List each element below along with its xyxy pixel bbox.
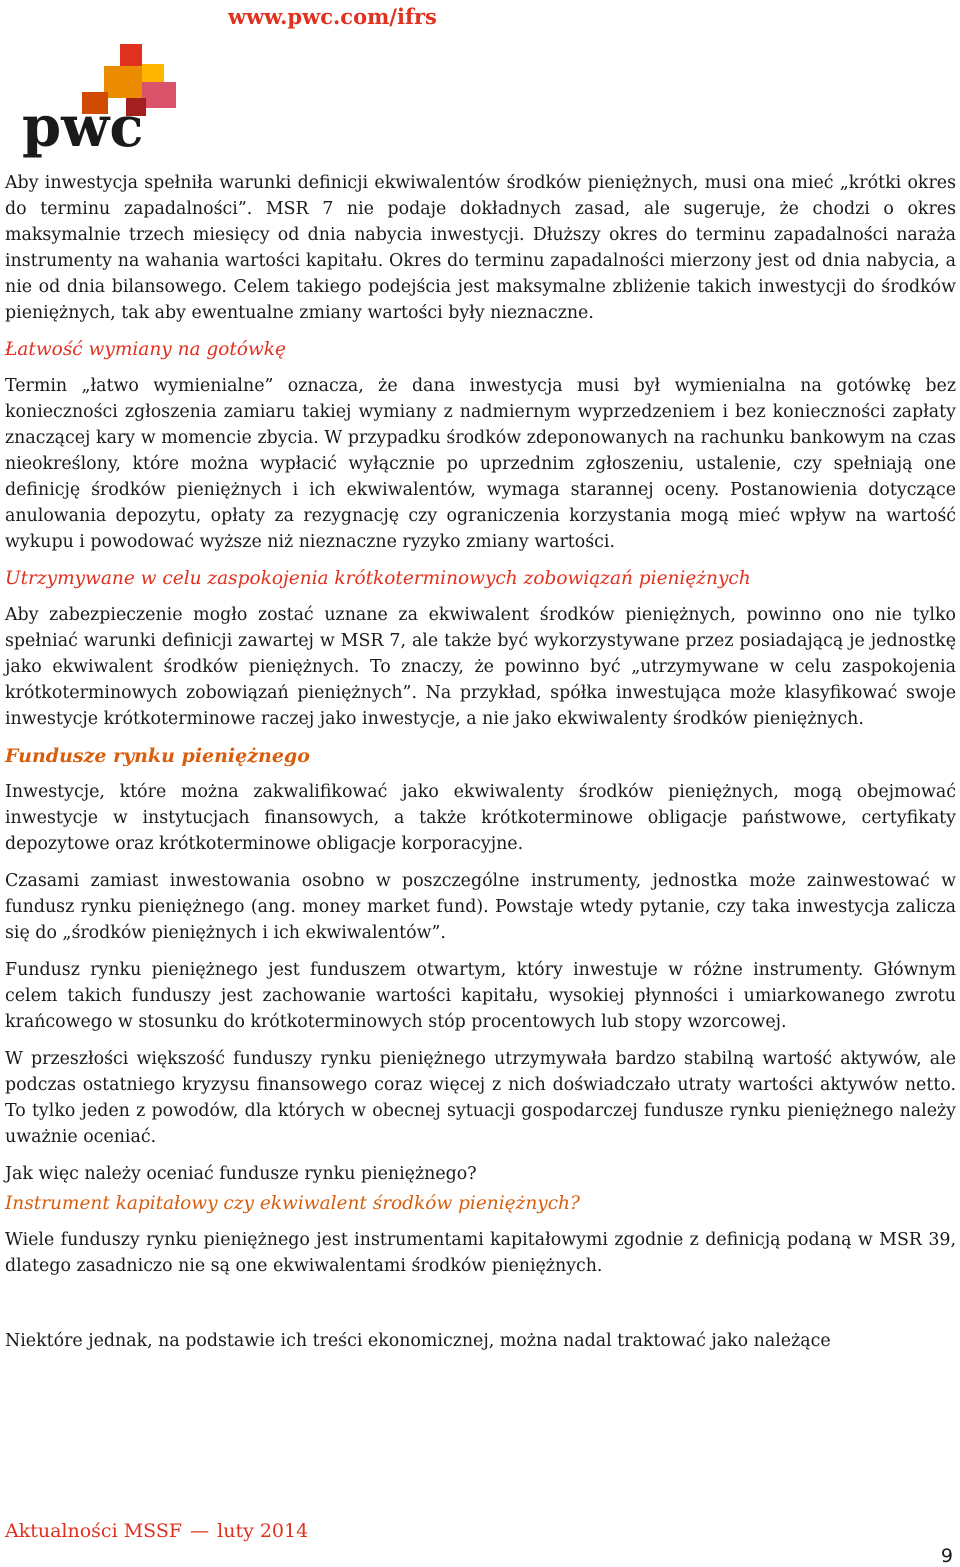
- pwc-logo-wordmark: pwc: [22, 94, 144, 160]
- paragraph-czasami: Czasami zamiast inwestowania osobno w poszczególne instrumenty, jednostka może zainwestować w fundusz rynku pieniężnego (ang. money market fund). Powstaje wtedy pytanie, czy taka inwestycja zalicza się do „środków pieniężnych i ich ekwiwalentów”.: [5, 871, 956, 943]
- heading-fundusze: Fundusze rynku pieniężnego: [5, 745, 310, 767]
- heading-latwosc-wymiany: Łatwość wymiany na gotówkę: [5, 339, 286, 360]
- paragraph-fundusz-otwarty: Fundusz rynku pieniężnego jest funduszem otwartym, który inwestuje w różne instrumenty. Głównym celem takich funduszy jest zachowanie wartości kapitału, wysokiej płynności i umiarkowanego zwrotu krańcowego w stosunku do krótkoterminowych stóp procentowych lub stopy wzorcowej.: [5, 960, 956, 1032]
- paragraph-niektore: Niektóre jednak, na podstawie ich treści ekonomicznej, można nadal traktować jako należące: [5, 1331, 831, 1351]
- footer-date: luty 2014: [217, 1520, 309, 1542]
- header-url[interactable]: www.pwc.com/ifrs: [228, 4, 437, 29]
- paragraph-definition: Aby inwestycja spełniła warunki definicji ekwiwalentów środków pieniężnych, musi ona mieć „krótki okres do terminu zapadalności”. MSR 7 nie podaje dokładnych zasad, ale sugeruje, że chodzi o okres maksymalnie trzech miesięcy od dnia nabycia inwestycji. Dłuższy okres do terminu zapadalności naraża instrumenty na wahania wartości kapitału. Okres do terminu zapadalności mierzony jest od dnia nabycia, a nie od dnia bilansowego. Celem takiego podejścia jest maksymalne zbliżenie takich inwestycji do środków pieniężnych, tak aby ewentualne zmiany wartości były nieznaczne.: [5, 173, 956, 323]
- footer-publication: [5, 1520, 308, 1542]
- footer-dash: —: [190, 1520, 210, 1542]
- paragraph-wiele-funduszy: Wiele funduszy rynku pieniężnego jest instrumentami kapitałowymi zgodnie z definicją podaną w MSR 39, dlatego zasadniczo nie są one ekwiwalentami środków pieniężnych.: [5, 1230, 956, 1276]
- footer-publication-title: Aktualności MSSF: [5, 1520, 183, 1542]
- paragraph-latwo-wymienialne: Termin „łatwo wymienialne” oznacza, że dana inwestycja musi był wymienialna na gotówkę bez konieczności zgłoszenia zamiaru takiej wymiany z nadmiernym wyprzedzeniem i bez konieczności zapłaty znaczącej kary w momencie zbycia. W przypadku środków zdeponowanych na rachunku bankowym na czas nieokreślony, które można wypłacić wyłącznie po uprzednim zgłoszeniu, ustalenie, czy spełniają one definicję środków pieniężnych i ich ekwiwalentów, wymaga starannej oceny. Postanowienia dotyczące anulowania depozytu, opłaty za rezygnację czy ograniczenia korzystania mogą mieć wpływ na wartość wykupu i powodować wyższe niż nieznaczne ryzyko zmiany wartości.: [5, 376, 956, 552]
- spacer: [5, 1290, 956, 1328]
- heading-utrzymywane: Utrzymywane w celu zaspokojenia krótkoterminowych zobowiązań pieniężnych: [5, 568, 751, 589]
- paragraph-zabezpieczenie: Aby zabezpieczenie mogło zostać uznane za ekwiwalent środków pieniężnych, powinno ono nie tylko spełniać warunki definicji zawartej w MSR 7, ale także być wykorzystywane przez posiadającą je jednostkę jako ekwiwalent środków pieniężnych. To znaczy, że powinno być „utrzymywane w celu zaspokojenia krótkoterminowych zobowiązań pieniężnych”. Na przykład, spółka inwestująca może klasyfikować swoje inwestycje krótkoterminowe raczej jako inwestycje, a nie jako ekwiwalenty środków pieniężnych.: [5, 605, 956, 729]
- main-content: [5, 170, 956, 1365]
- paragraph-pytanie: Jak więc należy oceniać fundusze rynku pieniężnego?: [5, 1164, 477, 1184]
- page-number: 9: [940, 1545, 953, 1567]
- paragraph-przeszlosc: W przeszłości większość funduszy rynku pieniężnego utrzymywała bardzo stabilną wartość aktywów, ale podczas ostatniego kryzysu finansowego coraz więcej z nich doświadczało utraty wartości aktywów netto. To tylko jeden z powodów, dla których w obecnej sytuacji gospodarczej fundusze rynku pieniężnego należy uważnie oceniać.: [5, 1049, 956, 1147]
- paragraph-inwestycje: Inwestycje, które można zakwalifikować jako ekwiwalenty środków pieniężnych, mogą obejmować inwestycje w instytucjach finansowych, a także krótkoterminowe obligacje państwowe, certyfikaty depozytowe oraz krótkoterminowe obligacje korporacyjne.: [5, 782, 956, 854]
- pwc-logo: [22, 42, 182, 166]
- heading-instrument-kapitalowy: Instrument kapitałowy czy ekwiwalent środków pieniężnych?: [5, 1193, 580, 1214]
